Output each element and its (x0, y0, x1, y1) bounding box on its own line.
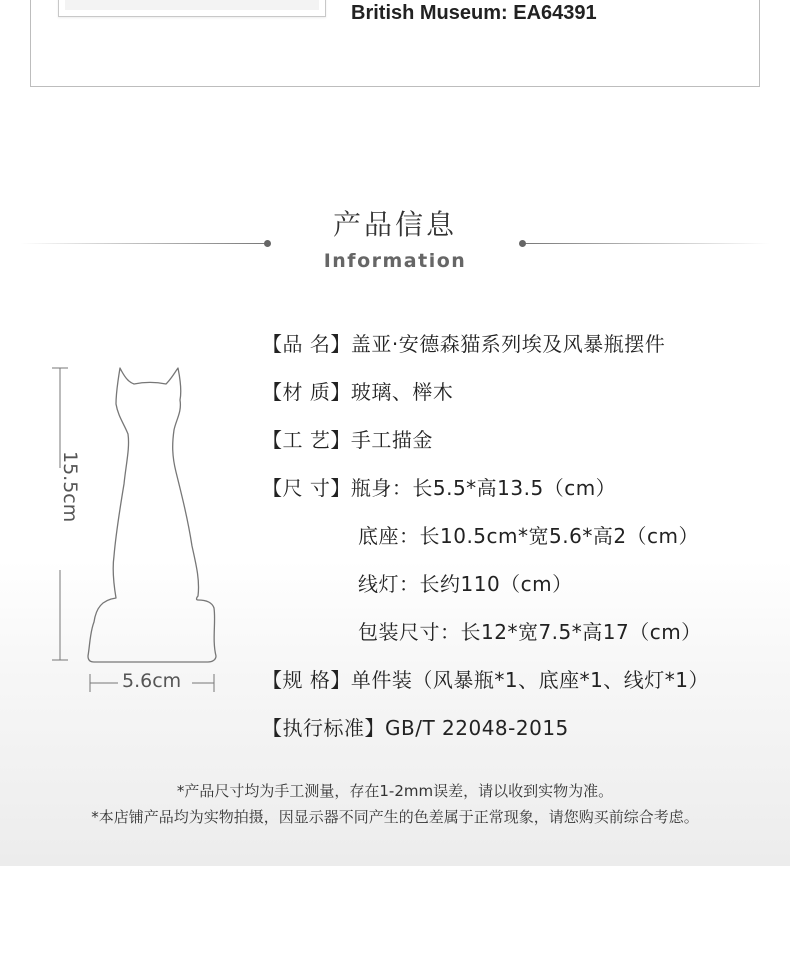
spec-value: 包装尺寸：长12*宽7.5*高17（cm） (358, 620, 702, 644)
divider-right (522, 243, 770, 244)
spec-value: 盖亚·安德森猫系列埃及风暴瓶摆件 (350, 332, 666, 356)
spec-value: 玻璃、榉木 (350, 380, 454, 404)
note-color-difference: *本店铺产品均为实物拍摄，因显示器不同产生的色差属于正常现象，请您购买前综合考虑。 (91, 808, 699, 826)
spec-label: 【品 名】 (262, 332, 351, 356)
section-title-cn: 产品信息 (332, 208, 457, 241)
width-dimension-label: 5.6cm (122, 670, 182, 692)
spec-label: 【工 艺】 (262, 428, 351, 452)
section-title-en: Information (323, 250, 467, 272)
divider-dot-left (264, 240, 271, 247)
divider-dot-right (519, 240, 526, 247)
artifact-thumbnail (58, 0, 326, 17)
spec-label: 【材 质】 (262, 380, 351, 404)
spec-value: 底座：长10.5cm*宽5.6*高2（cm） (358, 524, 700, 548)
spec-row-material (262, 376, 453, 405)
spec-value: 单件装（风暴瓶*1、底座*1、线灯*1） (350, 668, 710, 692)
spec-row-package (358, 616, 702, 645)
artifact-caption-museum: British Museum: EA64391 (351, 2, 597, 24)
spec-row-size (262, 472, 616, 501)
artifact-caption-period (351, 0, 662, 1)
spec-label: 【尺 寸】 (262, 476, 351, 500)
cat-outline-illustration (40, 360, 230, 700)
spec-label: 【规 格】 (262, 668, 351, 692)
spec-value: GB/T 22048-2015 (385, 716, 569, 740)
divider-left (20, 243, 268, 244)
artifact-card (30, 0, 760, 87)
spec-label: 【执行标准】 (262, 716, 385, 740)
height-dimension-label: 15.5cm (59, 451, 81, 523)
spec-row-spec (262, 664, 709, 693)
spec-row-standard (262, 712, 569, 741)
spec-value: 瓶身：长5.5*高13.5（cm） (350, 476, 617, 500)
spec-row-craft (262, 424, 433, 453)
spec-value: 线灯：长约110（cm） (358, 572, 573, 596)
spec-row-name (262, 328, 665, 357)
note-measurement: *产品尺寸均为手工测量，存在1-2mm误差，请以收到实物为准。 (176, 782, 614, 800)
spec-row-light (358, 568, 573, 597)
spec-row-base (358, 520, 699, 549)
spec-value: 手工描金 (350, 428, 433, 452)
